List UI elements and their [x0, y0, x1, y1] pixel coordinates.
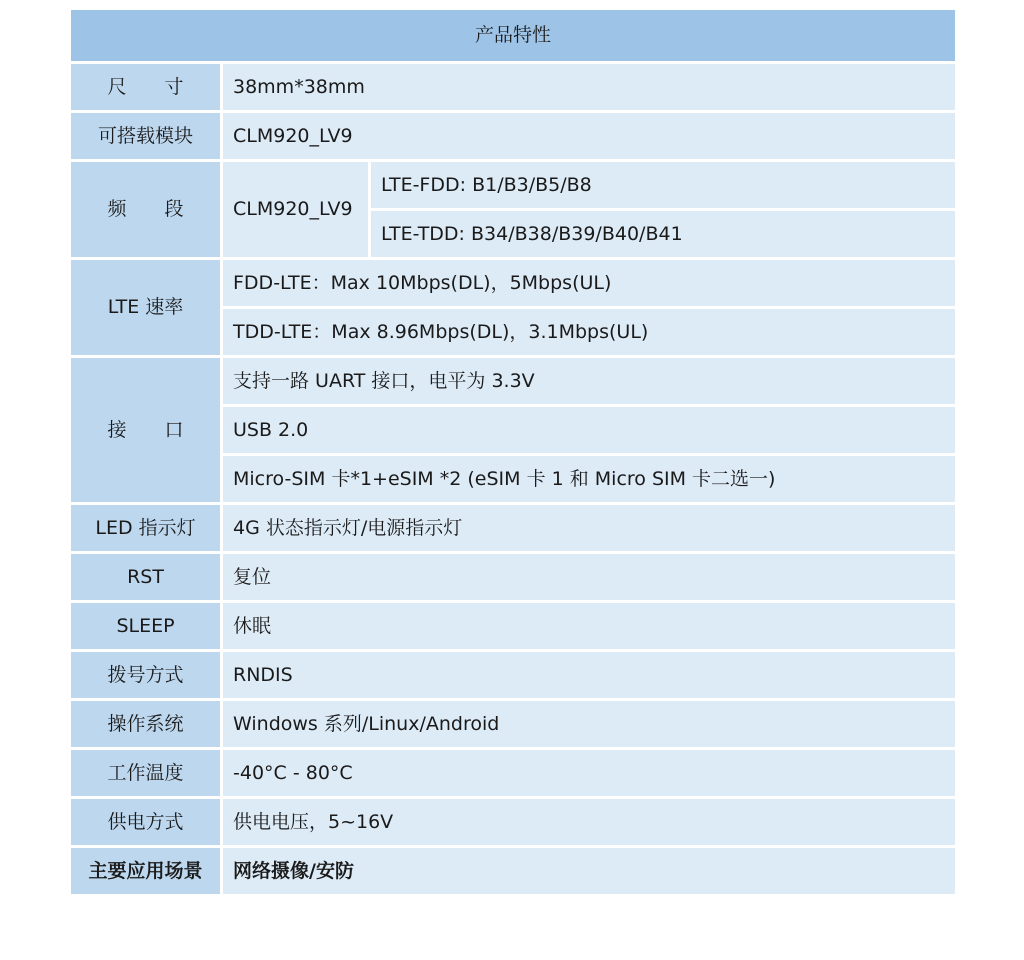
size-value: 38mm*38mm	[222, 63, 957, 112]
table-title: 产品特性	[70, 9, 957, 63]
interface-label: 接 口	[70, 357, 222, 504]
sleep-value: 休眠	[222, 602, 957, 651]
rst-label: RST	[70, 553, 222, 602]
rst-value: 复位	[222, 553, 957, 602]
row-os	[70, 700, 957, 749]
scenario-value: 网络摄像/安防	[222, 847, 957, 896]
row-scenario	[70, 847, 957, 896]
lte-rate-label: LTE 速率	[70, 259, 222, 357]
lte-rate-tdd: TDD-LTE：Max 8.96Mbps(DL)，3.1Mbps(UL)	[222, 308, 957, 357]
band-tdd: LTE-TDD: B34/B38/B39/B40/B41	[370, 210, 957, 259]
row-led	[70, 504, 957, 553]
temp-value: -40°C - 80°C	[222, 749, 957, 798]
lte-rate-fdd: FDD-LTE：Max 10Mbps(DL)，5Mbps(UL)	[222, 259, 957, 308]
power-label: 供电方式	[70, 798, 222, 847]
led-label: LED 指示灯	[70, 504, 222, 553]
row-temp	[70, 749, 957, 798]
row-size	[70, 63, 957, 112]
product-spec-table	[68, 7, 958, 897]
band-label: 频 段	[70, 161, 222, 259]
interface-uart: 支持一路 UART 接口，电平为 3.3V	[222, 357, 957, 406]
row-power	[70, 798, 957, 847]
row-sleep	[70, 602, 957, 651]
row-dial	[70, 651, 957, 700]
module-label: 可搭载模块	[70, 112, 222, 161]
band-module: CLM920_LV9	[222, 161, 370, 259]
sleep-label: SLEEP	[70, 602, 222, 651]
dial-label: 拨号方式	[70, 651, 222, 700]
led-value: 4G 状态指示灯/电源指示灯	[222, 504, 957, 553]
row-band-fdd	[70, 161, 957, 210]
interface-usb: USB 2.0	[222, 406, 957, 455]
row-lte-rate-fdd	[70, 259, 957, 308]
interface-sim: Micro-SIM 卡*1+eSIM *2 (eSIM 卡 1 和 Micro SIM 卡二选一)	[222, 455, 957, 504]
title-row	[70, 9, 957, 63]
scenario-label: 主要应用场景	[70, 847, 222, 896]
row-rst	[70, 553, 957, 602]
band-fdd: LTE-FDD: B1/B3/B5/B8	[370, 161, 957, 210]
module-value: CLM920_LV9	[222, 112, 957, 161]
dial-value: RNDIS	[222, 651, 957, 700]
row-module	[70, 112, 957, 161]
size-label: 尺 寸	[70, 63, 222, 112]
temp-label: 工作温度	[70, 749, 222, 798]
row-interface-uart	[70, 357, 957, 406]
os-value: Windows 系列/Linux/Android	[222, 700, 957, 749]
os-label: 操作系统	[70, 700, 222, 749]
power-value: 供电电压，5~16V	[222, 798, 957, 847]
